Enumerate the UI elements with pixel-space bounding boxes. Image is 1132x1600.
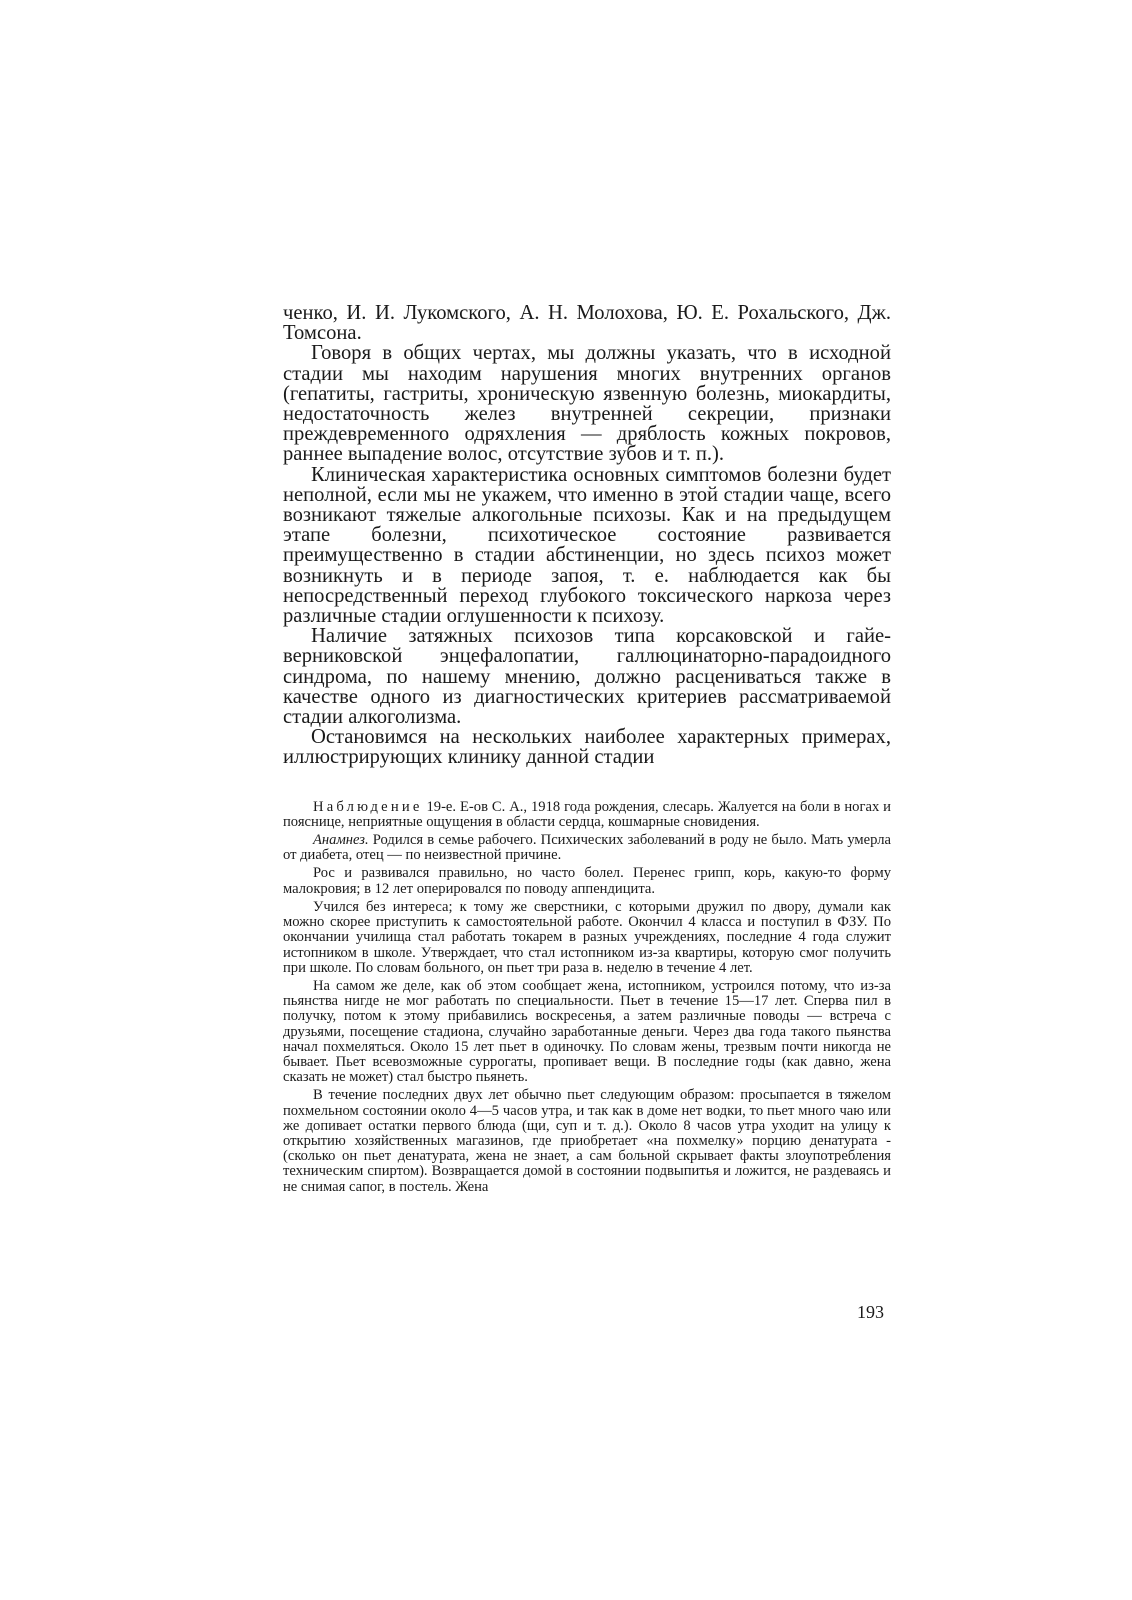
case-paragraph [283,800,891,830]
page-number: 193 [857,1302,884,1322]
anamnesis-label: Анамнез. [313,832,369,849]
page-body [283,303,891,1198]
case-paragraph [283,833,891,863]
main-paragraph: ченко, И. И. Лукомского, А. Н. Молохова, Ю. Е. Рохальского, Дж. Томсона. [283,302,891,345]
case-observation [283,800,891,1195]
observation-label: Наблюдение [313,798,423,815]
main-paragraph: Говоря в общих чертах, мы должны указать, что в исходной стадии мы находим нарушения многих внутренних органов (гепатиты, гастриты, хроническую язвенную болезнь, миокардиты, недостаточность желез внутренней секреции, признаки преждевременного одряхления — дряблость кожных покровов, раннее выпадение волос, отсутствие зубов и т. п.). [283,342,891,466]
observation-text: 19-е. Е-ов С. А., 1918 года рождения, слесарь. Жалуется на боли в ногах и пояснице, неприятные ощущения в области сердца, кошмарные сновидения. [283,798,891,830]
main-paragraph: Клиническая характеристика основных симптомов болезни будет неполной, если мы не укажем, что именно в этой стадии чаще, всего возникают тяжелые алкогольные психозы. Как и на предыдущем этапе болезни, психотическое состояние развивается преимущественно в стадии абстиненции, но здесь психоз может возникнуть и в периоде запоя, т. е. наблюдается как бы непосредственный переход глубокого токсического наркоза через различные стадии оглушенности к психозу. [283,463,891,628]
case-paragraph: Учился без интереса; к тому же сверстники, с которыми дружил по двору, думали как можно скорее приступить к самостоятельной работе. Окончил 4 класса и поступил в ФЗУ. По окончании училища стал работать токарем в разных учреждениях, последние 4 года служит истопником в школе. Утверждает, что стал истопником из-за квартиры, которую смог получить при школе. По словам больного, он пьет три раза в. неделю в течение 4 лет. [283,898,891,976]
main-paragraph: Наличие затяжных психозов типа корсаковской и гайе-верниковской энцефалопатии, галлюцинаторно-парадоидного синдрома, по нашему мнению, должно расцениваться также в качестве одного из диагностических критериев рассматриваемой стадии алкоголизма. [283,625,891,729]
case-paragraph: В течение последних двух лет обычно пьет следующим образом: просыпается в тяжелом похмельном состоянии около 4—5 часов утра, и так как в доме нет водки, то пьет много чаю или же допивает остатки первого блюда (щи, суп и т. д.). Около 8 часов утра уходит на улицу к открытию хозяйственных магазинов, где приобретает «на похмелку» порцию денатурата -(сколько он пьет денатурата, жена не знает, а сам больной скрывает факты злоупотребления техническим спиртом). Возвращается домой в состоянии подвыпитья и ложится, не раздеваясь и не снимая сапог, в постель. Жена [283,1087,891,1195]
main-text [283,303,891,768]
case-paragraph: Рос и развивался правильно, но часто болел. Перенес грипп, корь, какую-то форму малокровия; в 12 лет оперировался по поводу аппендицита. [283,865,891,897]
anamnesis-text: Родился в семье рабочего. Психических заболеваний в роду не было. Мать умерла от диабета, отец — по неизвестной причине. [283,832,891,864]
main-paragraph: Остановимся на нескольких наиболее характерных примерах, иллюстрирующих клинику данной стадии [283,726,891,769]
case-paragraph: На самом же деле, как об этом сообщает жена, истопником, устроился потому, что из-за пьянства нигде не мог работать по специальности. Пьет в течение 15—17 лет. Сперва пил в получку, потом к этому прибавились воскресенья, а затем различные поводы — встреча с друзьями, посещение стадиона, случайно заработанные деньги. Через два года такого пьянства начал похмеляться. Около 15 лет пьет в одиночку. По словам жены, трезвым почти никогда не бывает. Пьет всевозможные суррогаты, пропивает вещи. В последние годы (как давно, жена сказать не может) стал быстро пьянеть. [283,977,891,1086]
